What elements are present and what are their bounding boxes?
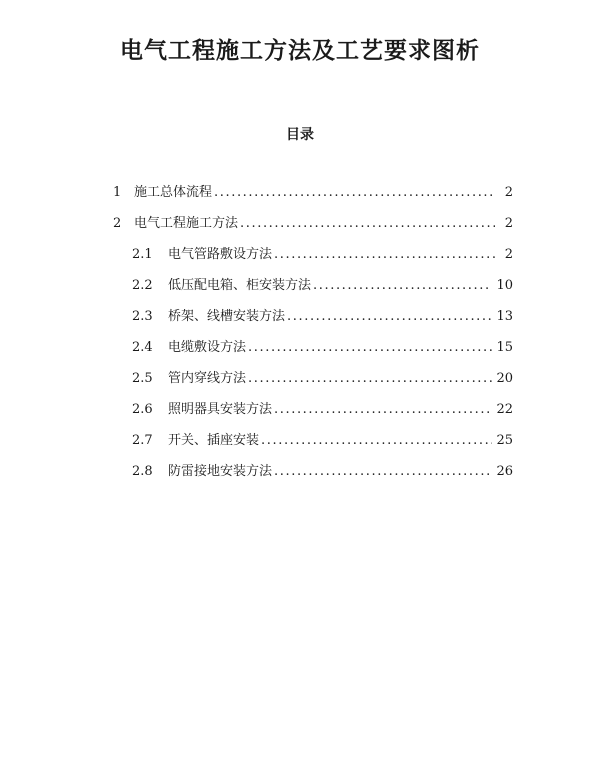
toc-entry-2-4[interactable]: [132, 338, 513, 358]
toc-dot-leader: [248, 338, 492, 358]
toc-entry-title[interactable]: 桥架、线槽安装方法: [168, 309, 286, 324]
toc-entry-number: 2.4: [132, 340, 153, 355]
toc-dot-leader: [274, 462, 492, 482]
toc-entry-title[interactable]: 低压配电箱、柜安装方法: [168, 278, 312, 293]
toc-entry-2-1[interactable]: [132, 245, 513, 265]
toc-entry-2-5[interactable]: [132, 369, 513, 389]
toc-dot-leader: [313, 276, 492, 296]
toc-entry-page: 13: [496, 309, 513, 324]
toc-entry-number: 2.2: [132, 278, 153, 293]
toc-entry-2-2[interactable]: [132, 276, 513, 296]
toc-entry-page: 15: [496, 340, 513, 355]
toc-entry-page: 25: [496, 433, 513, 448]
toc-entry-number: 2.6: [132, 402, 153, 417]
toc-entry-page: 22: [496, 402, 513, 417]
toc-entry-number: 2.3: [132, 309, 153, 324]
toc-entry-2[interactable]: [113, 214, 513, 234]
toc-entry-number: 2: [113, 216, 122, 231]
toc-dot-leader: [214, 183, 495, 203]
toc-entry-2-6[interactable]: [132, 400, 513, 420]
toc-entry-title[interactable]: 电气管路敷设方法: [168, 247, 273, 262]
toc-dot-leader: [274, 245, 495, 265]
toc-dot-leader: [248, 369, 492, 389]
toc-entry-2-8[interactable]: [132, 462, 513, 482]
toc-dot-leader: [274, 400, 492, 420]
toc-entry-number: 2.7: [132, 433, 153, 448]
toc-entry-title[interactable]: 开关、插座安装: [168, 433, 260, 448]
toc-entry-title[interactable]: 电气工程施工方法: [134, 216, 239, 231]
toc-dot-leader: [240, 214, 495, 234]
toc-entry-2-3[interactable]: [132, 307, 513, 327]
toc-entry-page: 2: [504, 247, 513, 262]
toc-entry-number: 2.1: [132, 247, 153, 262]
toc-entry-2-7[interactable]: [132, 431, 513, 451]
toc-entry-1[interactable]: [113, 183, 513, 203]
toc-entry-number: 2.8: [132, 464, 153, 479]
toc-entry-page: 26: [496, 464, 513, 479]
toc-dot-leader: [287, 307, 492, 327]
toc-entry-page: 2: [504, 185, 513, 200]
toc-entry-title[interactable]: 施工总体流程: [134, 185, 213, 200]
toc-entry-page: 20: [496, 371, 513, 386]
toc-entry-page: 2: [504, 216, 513, 231]
toc-entry-number: 2.5: [132, 371, 153, 386]
toc-entry-title[interactable]: 防雷接地安装方法: [168, 464, 273, 479]
toc-entry-title[interactable]: 电缆敷设方法: [168, 340, 247, 355]
toc-dot-leader: [261, 431, 492, 451]
toc-entry-number: 1: [113, 185, 122, 200]
toc-entry-page: 10: [496, 278, 513, 293]
toc-heading: 目录: [286, 127, 314, 143]
toc-entry-title[interactable]: 管内穿线方法: [168, 371, 247, 386]
document-title: 电气工程施工方法及工艺要求图析: [120, 38, 480, 64]
toc-entry-title[interactable]: 照明器具安装方法: [168, 402, 273, 417]
